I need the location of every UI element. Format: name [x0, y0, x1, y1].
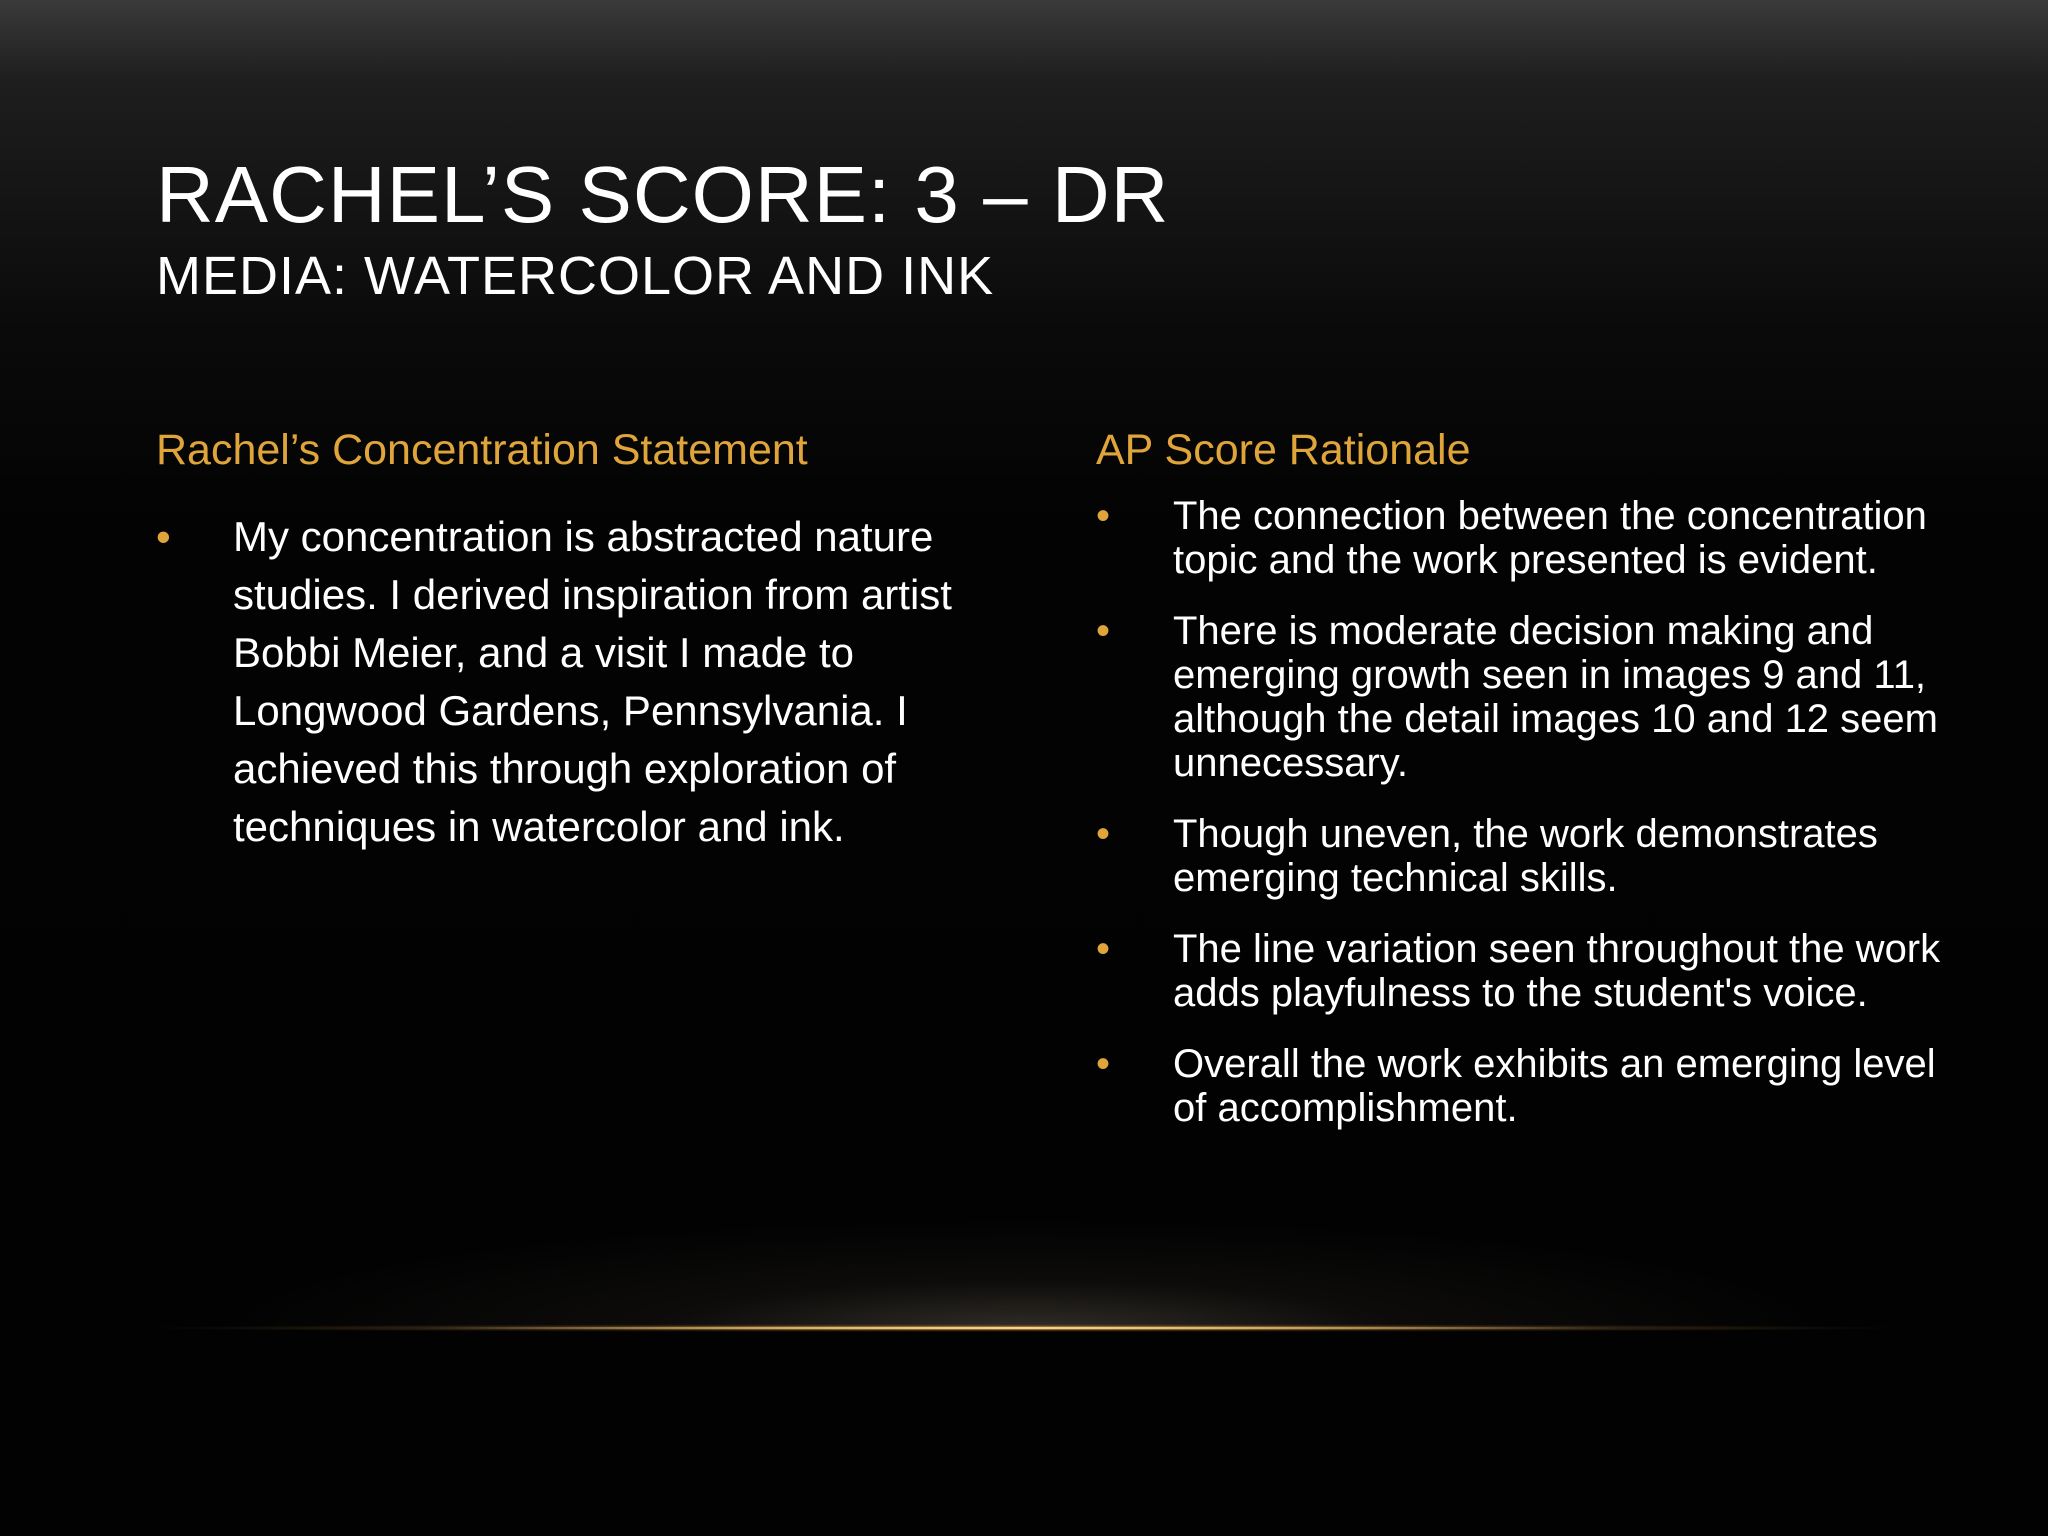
bullet-icon: •: [1096, 1042, 1111, 1086]
score-rationale-column: [1096, 420, 1956, 1157]
score-rationale-list: [1096, 494, 1956, 1130]
score-rationale-heading: AP Score Rationale: [1096, 426, 1471, 474]
bullet-text: There is moderate decision making and emerging growth seen in images 9 and 11, although the detail images 10 and 12 seem unnecessary.: [1173, 609, 1938, 785]
bullet-icon: •: [1096, 812, 1111, 856]
gold-glow-line: [140, 1324, 1908, 1332]
list-item: [1096, 1042, 1956, 1130]
spotlight-glow: [224, 1130, 1824, 1330]
slide-title: RACHEL’S SCORE: 3 – DR: [156, 150, 1170, 239]
bullet-icon: •: [1096, 927, 1111, 971]
bullet-icon: •: [1096, 494, 1111, 538]
list-item: [1096, 927, 1956, 1015]
concentration-statement-heading: Rachel’s Concentration Statement: [156, 426, 808, 474]
list-item: [156, 508, 986, 856]
bullet-text: The line variation seen throughout the work adds playfulness to the student's voice.: [1173, 927, 1941, 1015]
bullet-text: Overall the work exhibits an emerging level of accomplishment.: [1173, 1042, 1936, 1130]
list-item: [1096, 812, 1956, 900]
list-item: [1096, 609, 1956, 785]
list-item: [1096, 494, 1956, 582]
bullet-icon: •: [1096, 609, 1111, 653]
bullet-icon: •: [156, 513, 171, 560]
gold-glow-line-core: [420, 1327, 1620, 1329]
bullet-text: My concentration is abstracted nature studies. I derived inspiration from artist Bobbi Meier, and a visit I made to Longwood Gardens, Pennsylvania. I achieved this through exploration of techniques in watercolor and ink.: [233, 513, 952, 850]
bullet-text: Though uneven, the work demonstrates emerging technical skills.: [1173, 812, 1878, 900]
concentration-statement-list: [156, 508, 986, 856]
slide-subtitle: MEDIA: WATERCOLOR AND INK: [156, 246, 995, 306]
bullet-text: The connection between the concentration topic and the work presented is evident.: [1173, 494, 1927, 582]
concentration-statement-column: [156, 420, 986, 856]
